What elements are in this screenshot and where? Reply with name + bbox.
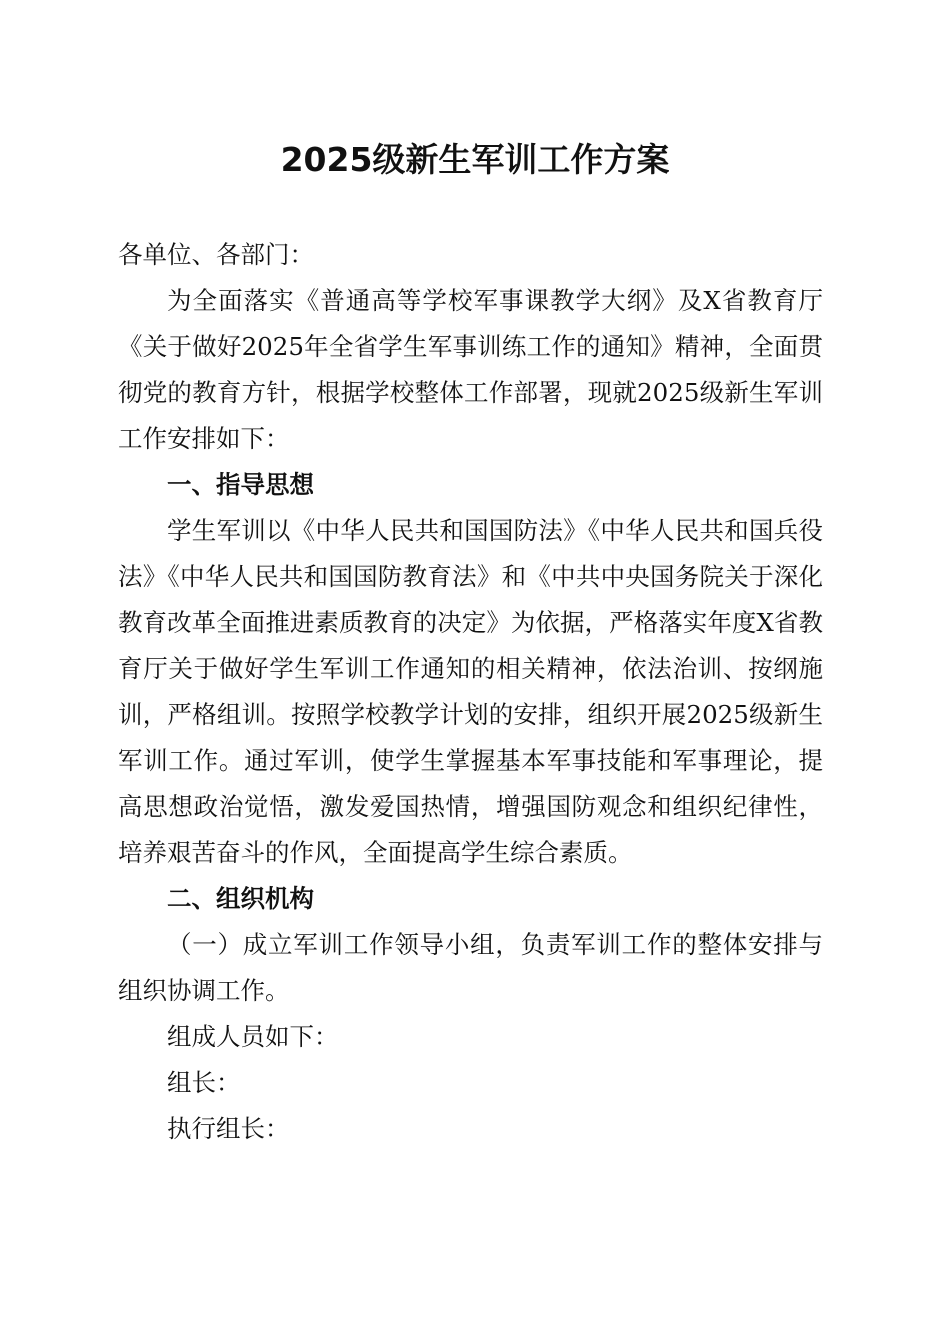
guiding-ideology-paragraph: 学生军训以《中华人民共和国国防法》《中华人民共和国兵役法》《中华人民共和国国防教育法》和《中共中央国务院关于深化教育改革全面推进素质教育的决定》为依据，严格落实年度X省教育厅关于做好学生军训工作通知的相关精神，依法治训、按纲施训，严格组训。按照学校教学计划的安排，组织开展2025级新生军训工作。通过军训，使学生掌握基本军事技能和军事理论，提高思想政治觉悟，激发爱国热情，增强国防观念和组织纪律性，培养艰苦奋斗的作风，全面提高学生综合素质。 [118, 516, 823, 867]
section-heading-guiding-ideology: 一、指导思想 [167, 470, 314, 499]
organization-item-1: （一）成立军训工作领导小组，负责军训工作的整体安排与组织协调工作。 [118, 930, 823, 1005]
document-title: 2025级新生军训工作方案 [280, 140, 670, 179]
document-body [118, 232, 823, 1152]
members-intro: 组成人员如下： [167, 1022, 339, 1051]
intro-paragraph: 为全面落实《普通高等学校军事课教学大纲》及X省教育厅《关于做好2025年全省学生军事训练工作的通知》精神，全面贯彻党的教育方针，根据学校整体工作部署，现就2025级新生军训工作安排如下： [118, 286, 823, 453]
salutation: 各单位、各部门： [118, 240, 314, 269]
section-heading-organization: 二、组织机构 [167, 884, 314, 913]
executive-leader-line: 执行组长： [167, 1114, 290, 1143]
leader-line: 组长： [167, 1068, 241, 1097]
